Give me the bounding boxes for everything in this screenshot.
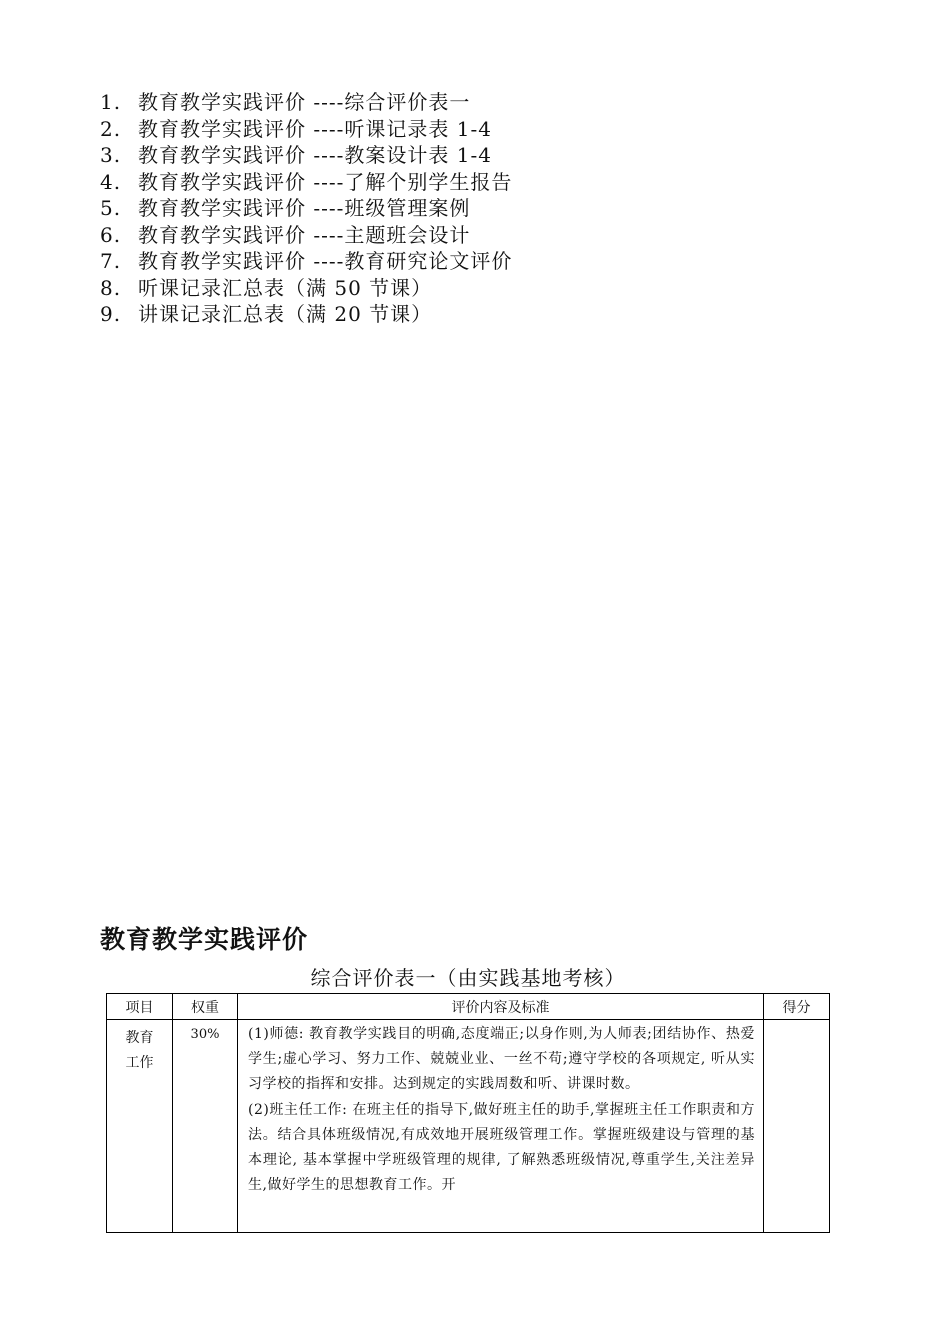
evaluation-table <box>106 993 830 1233</box>
content-cell <box>238 1020 764 1233</box>
section-heading: 教育教学实践评价 <box>100 925 309 954</box>
header-score: 得分 <box>764 994 830 1020</box>
item-number: 9. <box>100 302 122 326</box>
item-number: 7. <box>100 249 122 273</box>
contents-item <box>100 169 512 196</box>
item-number: 6. <box>100 222 122 247</box>
item-text: 教育教学实践评价 ----班级管理案例 <box>138 196 471 220</box>
item-number: 3. <box>100 143 122 167</box>
header-content: 评价内容及标准 <box>238 994 764 1020</box>
criteria-paragraph: (1)师德: 教育教学实践目的明确,态度端正;以身作则,为人师表;团结协作、热爱学生;虚心学习、努力工作、兢兢业业、一丝不苟;遵守学校的各项规定, 听从实习学校的指挥和安排。达到规定的实践周数和听、讲课时数。 <box>248 1026 755 1093</box>
contents-item <box>100 301 512 328</box>
contents-item <box>100 275 512 302</box>
weight-cell: 30% <box>173 1020 238 1233</box>
header-item: 项目 <box>107 994 173 1020</box>
contents-list <box>100 89 512 328</box>
item-number: 5. <box>100 196 122 220</box>
item-text: 教育教学实践评价 ----主题班会设计 <box>138 222 471 247</box>
item-text: 讲课记录汇总表（满 20 节课） <box>138 302 433 326</box>
contents-item <box>100 222 512 249</box>
table-header-row <box>107 994 830 1020</box>
item-label-line: 教育 <box>125 1030 154 1046</box>
item-text: 教育教学实践评价 ----听课记录表 1-4 <box>138 116 492 141</box>
header-weight: 权重 <box>173 994 238 1020</box>
item-text: 听课记录汇总表（满 50 节课） <box>138 275 433 300</box>
score-cell[interactable] <box>764 1020 830 1233</box>
item-label-line: 工作 <box>125 1055 154 1071</box>
item-text: 教育教学实践评价 ----教案设计表 1-4 <box>138 143 492 167</box>
item-number: 1. <box>100 90 122 114</box>
table-row <box>107 1020 830 1233</box>
contents-item <box>100 248 512 275</box>
contents-item <box>100 142 512 169</box>
contents-item <box>100 89 512 116</box>
criteria-paragraph: (2)班主任工作: 在班主任的指导下,做好班主任的助手,掌握班主任工作职责和方法。结合具体班级情况,有成效地开展班级管理工作。掌握班级建设与管理的基本理论, 基本掌握中学班级管理的规律, 了解熟悉班级情况,尊重学生,关注差异生,做好学生的思想教育工作。开 <box>248 1101 755 1194</box>
item-number: 4. <box>100 169 122 194</box>
item-cell <box>107 1020 173 1233</box>
contents-item <box>100 116 512 143</box>
item-number: 8. <box>100 275 122 300</box>
item-text: 教育教学实践评价 ----了解个别学生报告 <box>138 169 513 194</box>
table-title: 综合评价表一（由实践基地考核） <box>310 966 626 990</box>
item-text: 教育教学实践评价 ----综合评价表一 <box>138 90 471 114</box>
item-number: 2. <box>100 116 122 141</box>
contents-item <box>100 195 512 222</box>
item-text: 教育教学实践评价 ----教育研究论文评价 <box>138 249 513 273</box>
